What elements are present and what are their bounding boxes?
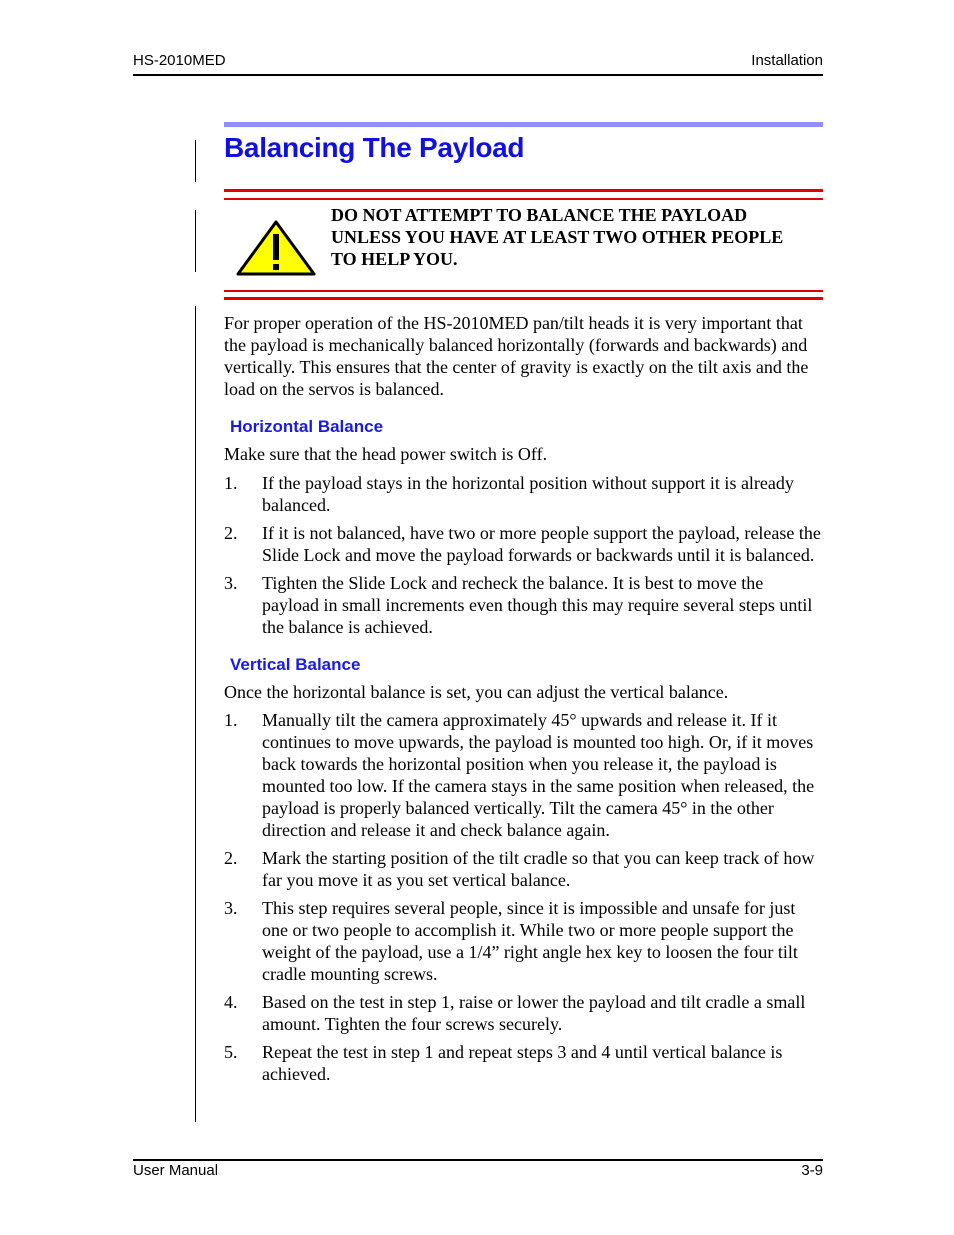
footer-rule [133, 1159, 823, 1161]
horizontal-balance-heading: Horizontal Balance [230, 417, 384, 436]
vertical-balance-heading: Vertical Balance [230, 655, 361, 674]
header-section: Installation [751, 52, 823, 69]
list-item: 4. Based on the test in step 1, raise or lower the payload and tilt cradle a small amount. Tighten the four screws securely. [224, 992, 806, 1034]
list-item: 2. If it is not balanced, have two or more people support the payload, release the Slide Lock and move the payload forwards or backwards until it is balanced. [224, 523, 821, 565]
change-bar [195, 140, 196, 182]
warning-triangle-icon [236, 220, 316, 276]
intro-paragraph: For proper operation of the HS-2010MED pan/tilt heads it is very important that the payload is mechanically balanced horizontally (forwards and backwards) and vertically. This ensures that the center of gravity is exactly on the tilt axis and the load on the servos is balanced. [224, 313, 809, 399]
horizontal-lead: Make sure that the head power switch is Off. [224, 444, 548, 464]
list-item: 2. Mark the starting position of the tilt cradle so that you can keep track of how far you move it as you set vertical balance. [224, 848, 815, 890]
title-bar [224, 122, 823, 127]
change-bar [195, 210, 196, 272]
header-rule [133, 74, 823, 76]
footer-doc-name: User Manual [133, 1162, 219, 1179]
horizontal-steps [224, 472, 824, 638]
header-product: HS-2010MED [133, 52, 226, 69]
vertical-steps [224, 709, 824, 1085]
list-item: 1. Manually tilt the camera approximately 45° upwards and release it. If it continues to move upwards, the payload is mounted too high. Or, if it moves back towards the horizontal position when you release it, the payload is mounted too low. If the camera stays in the same position when released, the payload is properly balanced vertically. Tilt the camera 45° in the other direction and release it and check balance again. [224, 710, 815, 840]
list-item: 3. This step requires several people, since it is impossible and unsafe for just one or two people to accomplish it. While two or more people support the weight of the payload, use a 1/4” right angle hex key to loosen the four tilt cradle mounting screws. [224, 898, 798, 984]
warning-rule-top-thin [224, 198, 823, 200]
change-bar [195, 306, 196, 1122]
page-number: 3-9 [801, 1162, 823, 1179]
warning-rule-bottom-thin [224, 290, 823, 292]
list-item: 5. Repeat the test in step 1 and repeat steps 3 and 4 until vertical balance is achieved. [224, 1042, 783, 1084]
list-item: 3. Tighten the Slide Lock and recheck the balance. It is best to move the payload in small increments even though this may require several steps until the balance is achieved. [224, 573, 813, 637]
warning-text: DO NOT ATTEMPT TO BALANCE THE PAYLOAD UNLESS YOU HAVE AT LEAST TWO OTHER PEOPLE TO HELP YOU. [331, 205, 784, 269]
page-title: Balancing The Payload [224, 132, 525, 163]
list-item: 1. If the payload stays in the horizontal position without support it is already balanced. [224, 473, 794, 515]
warning-rule-top [224, 189, 823, 192]
body-content [224, 312, 824, 1085]
warning-rule-bottom [224, 297, 823, 300]
vertical-lead: Once the horizontal balance is set, you can adjust the vertical balance. [224, 682, 729, 702]
